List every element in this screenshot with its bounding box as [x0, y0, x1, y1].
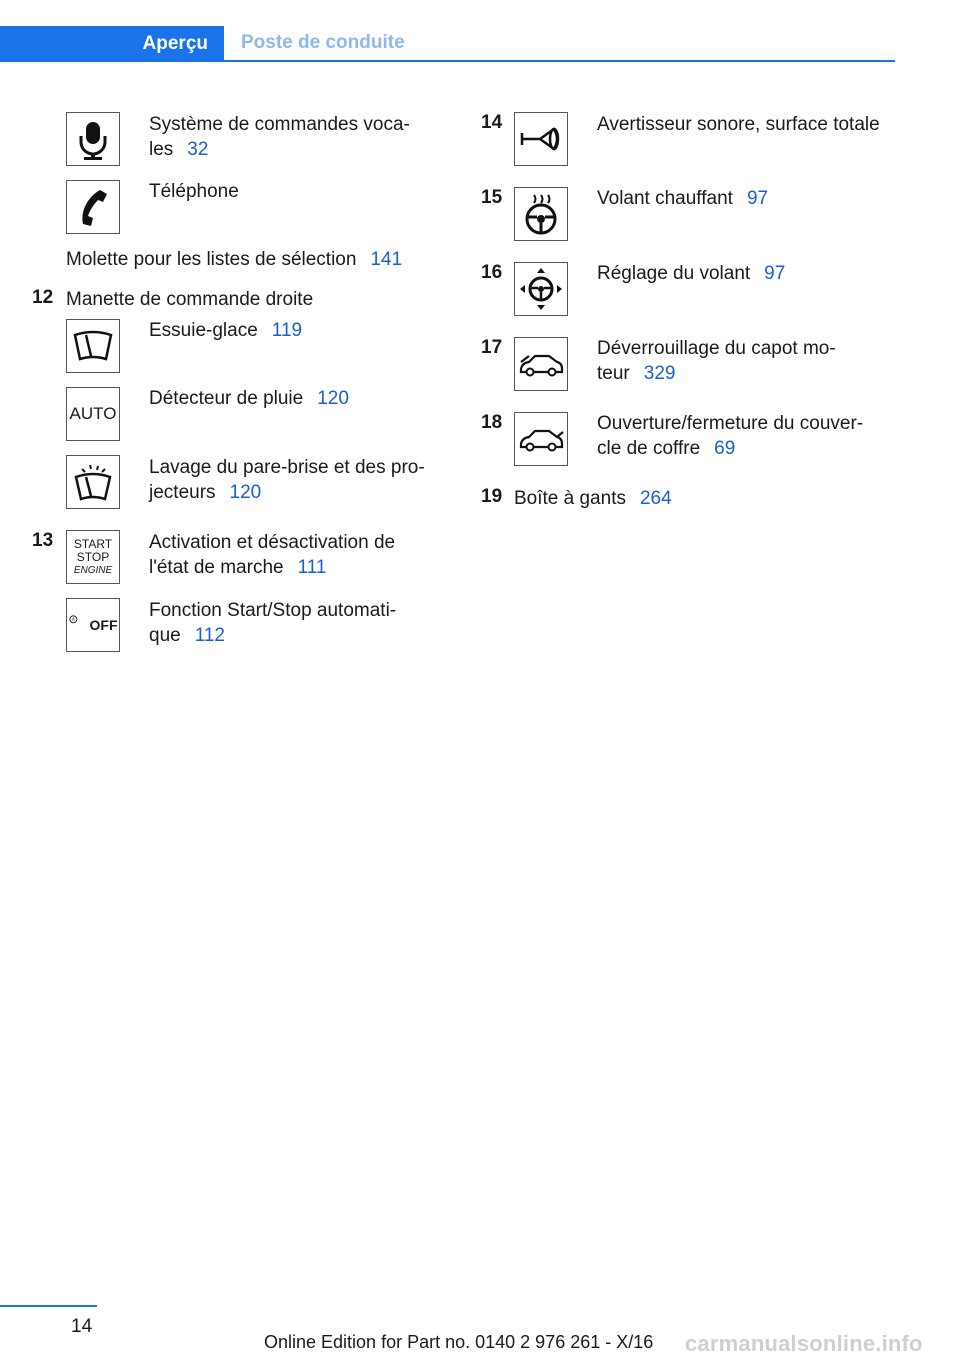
tab-poste-de-conduite[interactable]: Poste de conduite — [241, 32, 405, 53]
item-17-text: Déverrouillage du capot mo- teur 329 — [597, 338, 836, 384]
page-ref-link[interactable]: 97 — [746, 188, 769, 209]
off-label: OFF — [89, 617, 118, 633]
item-number: 19 — [481, 486, 503, 507]
item-19-text: Boîte à gants 264 — [514, 488, 672, 509]
item-15-text: Volant chauffant 97 — [597, 188, 769, 209]
phone-text: Téléphone — [149, 181, 239, 202]
item-12-text: Manette de commande droite — [66, 289, 314, 310]
wiper-icon — [66, 319, 120, 373]
rain-sensor-text: Détecteur de pluie 120 — [149, 388, 349, 409]
page-ref-link[interactable]: 141 — [370, 249, 403, 270]
page-number: 14 — [71, 1316, 93, 1337]
start-stop-icon — [66, 530, 120, 584]
horn-icon — [514, 112, 568, 166]
page-ref-link[interactable]: 120 — [229, 482, 262, 503]
wheel-adjust-icon — [514, 262, 568, 316]
item-13-text: Activation et désactivation de l'état de marche 111 — [149, 532, 396, 578]
item-16-text: Réglage du volant 97 — [597, 263, 786, 284]
item-number: 13 — [32, 530, 54, 551]
page-ref-link[interactable]: 32 — [187, 139, 209, 160]
watermark: carmanualsonline.info — [685, 1331, 923, 1356]
hood-release-icon — [514, 337, 568, 391]
item-number: 18 — [481, 412, 503, 433]
chapter-header — [0, 26, 895, 62]
item-number: 16 — [481, 262, 503, 283]
page-ref-link[interactable]: 264 — [639, 488, 672, 509]
item-number: 17 — [481, 337, 503, 358]
voice-command-text: Système de commandes voca- les 32 — [149, 114, 410, 160]
item-18-text: Ouverture/fermeture du couver- cle de coffre 69 — [597, 413, 864, 459]
washer-icon — [66, 455, 120, 509]
heated-wheel-icon — [514, 187, 568, 241]
washer-text: Lavage du pare-brise et des pro- jecteurs 120 — [149, 457, 425, 503]
trunk-icon — [514, 412, 568, 466]
page-ref-link[interactable]: 97 — [764, 263, 786, 284]
stop-label: STOP — [76, 549, 110, 564]
page-ref-link[interactable]: 120 — [317, 388, 349, 409]
page-ref-link[interactable]: 111 — [297, 557, 327, 578]
page-ref-link[interactable]: 119 — [271, 320, 303, 341]
item-number: 12 — [32, 287, 54, 308]
edition-text: Online Edition for Part no. 0140 2 976 261 - X/16 — [264, 1332, 654, 1352]
item-14-text: Avertisseur sonore, surface totale — [597, 114, 880, 135]
item-number: 14 — [481, 112, 503, 133]
svg-text:A: A — [71, 618, 75, 624]
engine-label: ENGINE — [73, 564, 113, 576]
item-number: 15 — [481, 187, 503, 208]
tab-apercu[interactable]: Aperçu — [0, 26, 224, 62]
page-ref-link[interactable]: 112 — [194, 625, 225, 646]
selection-wheel-text: Molette pour les listes de sélection 141 — [66, 249, 403, 270]
phone-icon — [66, 180, 120, 234]
footer-rule — [0, 1305, 97, 1307]
auto-start-stop-off-icon — [66, 598, 120, 652]
voice-command-icon — [66, 112, 120, 166]
wiper-text: Essuie-glace 119 — [149, 320, 303, 341]
auto-rain-icon — [66, 387, 120, 441]
auto-icon-label: AUTO — [69, 404, 117, 423]
page-ref-link[interactable]: 329 — [643, 363, 676, 384]
start-label: START — [73, 536, 113, 551]
auto-start-stop-text: Fonction Start/Stop automati- que 112 — [149, 600, 397, 646]
page-ref-link[interactable]: 69 — [714, 438, 736, 459]
